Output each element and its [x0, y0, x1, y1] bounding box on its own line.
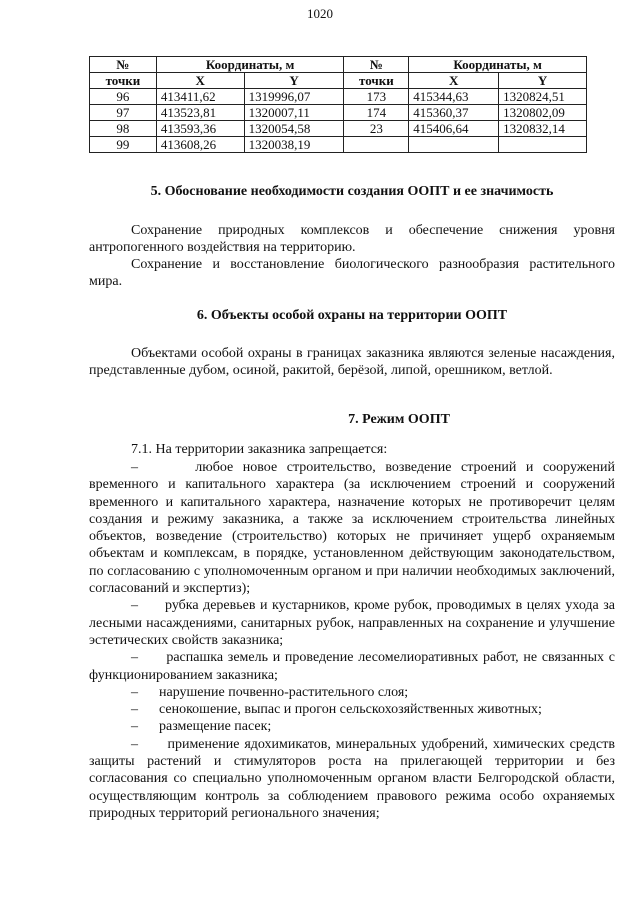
list-item: – рубка деревьев и кустарников, кроме рубок, проводимых в целях ухода за лесными насаждениями, санитарных рубок, направленных на сохранение и улучшение эстетических свойств заказника;: [89, 598, 615, 648]
point-number: 98: [90, 121, 157, 137]
point-number: 173: [344, 89, 409, 105]
list-item: – распашка земель и проведение лесомелиоративных работ, не связанных с функционированием заказника;: [89, 650, 615, 683]
section-5-paragraph-1: Сохранение природных комплексов и обеспечение снижения уровня антропогенного воздействия на территорию.: [89, 223, 615, 256]
list-item: – любое новое строительство, возведение строений и сооружений временного и капитального характера (за исключением строений и сооружений временного и капитального характера, назначение которых не противоречит целям создания и режиму заказника, а также за исключением строительства линейных объектов, возведение (строительство) которых не причиняет ущерб охраняемым объектам и комплексам, в порядке, установленном действующим законодательством, по согласованию с уполномоченным органом и при наличии необходимых заключений, согласований и экспертиз);: [89, 460, 615, 597]
coord-x: 415344,63: [409, 89, 499, 105]
coord-x: 415360,37: [409, 105, 499, 121]
coord-x: 413593,36: [156, 121, 244, 137]
point-number: 99: [90, 137, 157, 153]
coord-y: [499, 137, 587, 153]
section-5-title: 5. Обоснование необходимости создания ООПТ и ее значимость: [150, 184, 554, 199]
coord-y: 1320802,09: [499, 105, 587, 121]
section-7-title: 7. Режим ООПТ: [348, 412, 450, 427]
section-5-paragraph-2: Сохранение и восстановление биологического разнообразия растительного мира.: [89, 257, 615, 290]
header-y: Y: [244, 73, 344, 89]
section-6-paragraph-1: Объектами особой охраны в границах заказника являются зеленые насаждения, представленные дубом, осиной, ракитой, берёзой, липой, орешником, ветлой.: [89, 346, 615, 379]
coord-y: 1320054,58: [244, 121, 344, 137]
coord-y: 1319996,07: [244, 89, 344, 105]
coord-y: 1320007,11: [244, 105, 344, 121]
coord-x: 413523,81: [156, 105, 244, 121]
header-y: Y: [499, 73, 587, 89]
header-coordinates: Координаты, м: [156, 57, 344, 73]
table-row: [90, 105, 587, 121]
coord-x: 413608,26: [156, 137, 244, 153]
page-number: 1020: [307, 6, 333, 21]
point-number: [344, 137, 409, 153]
coord-x: 413411,62: [156, 89, 244, 105]
point-number: 96: [90, 89, 157, 105]
list-item: – размещение пасек;: [131, 719, 272, 735]
table-row: [90, 137, 587, 153]
coord-x: [409, 137, 499, 153]
coord-y: 1320824,51: [499, 89, 587, 105]
coordinates-table: [89, 56, 587, 153]
header-coordinates: Координаты, м: [409, 57, 587, 73]
table-row: [90, 121, 587, 137]
table-row: [90, 89, 587, 105]
section-7-list: [89, 459, 615, 822]
header-x: X: [409, 73, 499, 89]
coord-y: 1320038,19: [244, 137, 344, 153]
section-7-intro: 7.1. На территории заказника запрещается:: [131, 442, 388, 457]
coord-x: 415406,64: [409, 121, 499, 137]
list-item: – нарушение почвенно-растительного слоя;: [131, 684, 409, 700]
header-point-no: №: [344, 57, 409, 73]
header-x: X: [156, 73, 244, 89]
header-point-label: точки: [90, 73, 157, 89]
list-item: – применение ядохимикатов, минеральных удобрений, химических средств защиты растений и стимуляторов роста на прилегающей территории и без согласования со специально уполномоченным органом власти Белгородской области, осуществляющим контроль за соблюдением правового режима особо охраняемых природных территорий регионального значения;: [89, 736, 615, 821]
point-number: 174: [344, 105, 409, 121]
header-point-label: точки: [344, 73, 409, 89]
header-point-no: №: [90, 57, 157, 73]
point-number: 97: [90, 105, 157, 121]
section-6-title: 6. Объекты особой охраны на территории ООПТ: [196, 308, 508, 323]
point-number: 23: [344, 121, 409, 137]
coord-y: 1320832,14: [499, 121, 587, 137]
list-item: – сенокошение, выпас и прогон сельскохозяйственных животных;: [131, 702, 542, 718]
